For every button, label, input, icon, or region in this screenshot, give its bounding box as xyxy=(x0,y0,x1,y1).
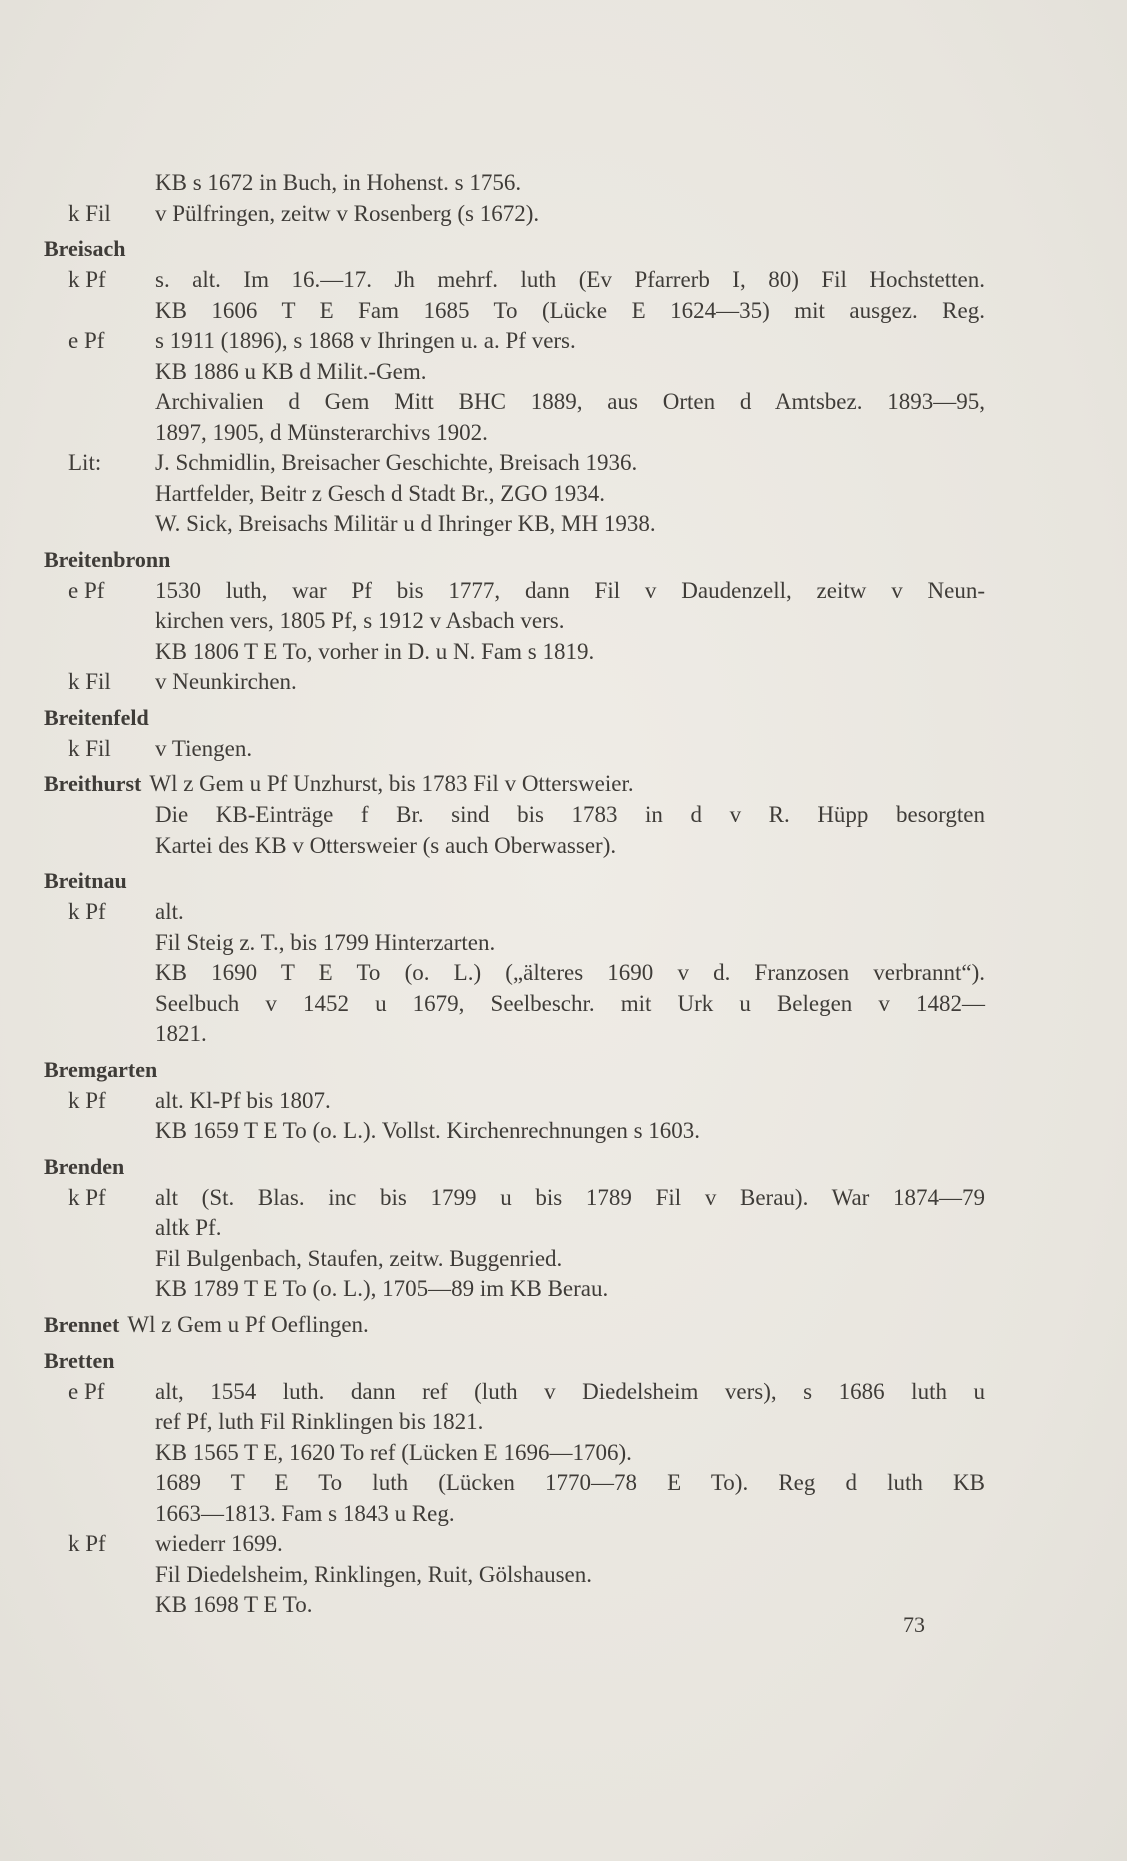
entry-label: k Pf xyxy=(68,1087,106,1113)
entry-line xyxy=(44,1086,944,1117)
entry-label: Lit: xyxy=(68,450,102,475)
entry-text: 1897, 1905, d Münsterarchivs 1902. xyxy=(155,419,488,445)
entry-line xyxy=(44,1468,985,1499)
entry-label: e Pf xyxy=(68,1378,105,1404)
entry-line xyxy=(44,199,944,230)
entry-line xyxy=(44,1438,944,1469)
entry-line xyxy=(44,1244,944,1275)
place-name: Bretten xyxy=(44,1347,115,1373)
entry-label: e Pf xyxy=(68,577,105,603)
entry-line xyxy=(44,1407,944,1438)
entry-line xyxy=(44,576,985,607)
entry-text: ref Pf, luth Fil Rinklingen bis 1821. xyxy=(155,1409,484,1434)
entry-line xyxy=(44,1274,944,1305)
entry-text: KB 1886 u KB d Milit.-Gem. xyxy=(155,358,427,384)
place-name: Breitenfeld xyxy=(44,704,149,730)
entry-line xyxy=(44,479,944,510)
place-name: Bremgarten xyxy=(44,1056,158,1082)
entry-text: alt, 1554 luth. dann ref (luth v Diedelsheim vers), s 1686 luth u xyxy=(155,1378,985,1404)
entry-heading xyxy=(44,1151,944,1183)
entry-line xyxy=(44,1183,985,1214)
entry-line xyxy=(44,1019,944,1050)
entry-text: 1821. xyxy=(155,1021,207,1046)
entry-line xyxy=(44,989,985,1020)
entry-line xyxy=(44,1213,944,1244)
entry-heading xyxy=(44,544,944,576)
place-name: Breithurst xyxy=(44,771,142,796)
place-name: Breitenbronn xyxy=(44,546,171,572)
entry-text: v Pülfringen, zeitw v Rosenberg (s 1672). xyxy=(155,200,540,226)
entry-text: altk Pf. xyxy=(155,1215,222,1240)
place-name: Breisach xyxy=(44,236,126,261)
entry-line xyxy=(44,928,944,959)
page-content xyxy=(44,168,985,1621)
entry-text: Fil Steig z. T., bis 1799 Hinterzarten. xyxy=(155,929,496,955)
entry-heading xyxy=(44,1309,944,1341)
entry-heading xyxy=(44,1054,944,1086)
entry-text: Seelbuch v 1452 u 1679, Seelbeschr. mit Urk u Belegen v 1482— xyxy=(155,990,985,1016)
entry-label: k Pf xyxy=(68,267,106,292)
entry-heading xyxy=(44,1345,944,1377)
entry-text: s 1911 (1896), s 1868 v Ihringen u. a. Pf vers. xyxy=(155,328,576,353)
entry-line xyxy=(44,637,944,668)
entry-line xyxy=(44,1529,944,1560)
entry-text: wiederr 1699. xyxy=(155,1531,283,1556)
entry-text: KB 1789 T E To (o. L.), 1705—89 im KB Berau. xyxy=(155,1276,609,1301)
entry-line xyxy=(44,800,985,831)
entry-text: kirchen vers, 1805 Pf, s 1912 v Asbach vers. xyxy=(155,608,565,633)
entry-text: 1530 luth, war Pf bis 1777, dann Fil v Daudenzell, zeitw v Neun- xyxy=(155,577,985,603)
entry-text: Kartei des KB v Ottersweier (s auch Oberwasser). xyxy=(155,832,617,858)
entry-label: k Fil xyxy=(68,669,111,694)
entry-text: alt (St. Blas. inc bis 1799 u bis 1789 Fil v Berau). War 1874—79 xyxy=(155,1184,985,1210)
entry-text: Die KB-Einträge f Br. sind bis 1783 in d v R. Hüpp besorgten xyxy=(155,802,985,827)
entry-heading xyxy=(44,233,944,265)
entry-text: v Tiengen. xyxy=(155,735,253,761)
entry-label: k Fil xyxy=(68,735,111,761)
entry-text: KB 1698 T E To. xyxy=(155,1592,313,1617)
entry-line xyxy=(44,897,944,928)
entry-text: alt. xyxy=(155,899,184,924)
entry-text: Fil Diedelsheim, Rinklingen, Ruit, Gölshausen. xyxy=(155,1561,592,1587)
entry-label: k Pf xyxy=(68,1184,106,1210)
entry-text: KB s 1672 in Buch, in Hohenst. s 1756. xyxy=(155,170,522,195)
entry-label: k Pf xyxy=(68,1531,106,1556)
entry-line xyxy=(44,606,944,637)
place-name: Brennet xyxy=(44,1311,120,1337)
entry-line xyxy=(44,831,944,862)
entry-label: k Pf xyxy=(68,899,106,924)
entry-line xyxy=(44,326,944,357)
entry-text: KB 1806 T E To, vorher in D. u N. Fam s 1819. xyxy=(155,638,595,664)
entry-text: 1663—1813. Fam s 1843 u Reg. xyxy=(155,1500,455,1526)
entry-line xyxy=(44,1499,944,1530)
entry-line xyxy=(44,387,985,418)
entry-text: KB 1690 T E To (o. L.) („älteres 1690 v d. Franzosen verbrannt“). xyxy=(155,960,985,985)
entry-line xyxy=(44,509,944,540)
entry-line xyxy=(44,1116,944,1147)
entry-text: KB 1659 T E To (o. L.). Vollst. Kirchenrechnungen s 1603. xyxy=(155,1118,701,1143)
entry-text: s. alt. Im 16.—17. Jh mehrf. luth (Ev Pfarrerb I, 80) Fil Hochstetten. xyxy=(155,267,985,292)
entry-text: alt. Kl-Pf bis 1807. xyxy=(155,1087,331,1113)
entry-heading xyxy=(44,702,944,734)
entry-text: 1689 T E To luth (Lücken 1770—78 E To). Reg d luth KB xyxy=(155,1470,985,1495)
entry-line xyxy=(44,418,944,449)
place-name: Breitnau xyxy=(44,868,127,893)
entry-heading xyxy=(44,865,944,897)
entry-line xyxy=(44,958,985,989)
entry-line xyxy=(44,448,944,479)
entry-line xyxy=(44,168,944,199)
entry-line xyxy=(44,1560,944,1591)
page-number: 73 xyxy=(903,1612,925,1637)
entry-text: Archivalien d Gem Mitt BHC 1889, aus Orten d Amtsbez. 1893—95, xyxy=(155,389,985,414)
entry-label: k Fil xyxy=(68,200,111,226)
entry-line xyxy=(44,734,944,765)
entry-text: KB 1606 T E Fam 1685 To (Lücke E 1624—35) mit ausgez. Reg. xyxy=(155,297,985,323)
entry-line xyxy=(44,357,944,388)
entry-text: KB 1565 T E, 1620 To ref (Lücken E 1696—1706). xyxy=(155,1439,632,1465)
heading-inline-text: Wl z Gem u Pf Oeflingen. xyxy=(127,1311,369,1337)
entry-text: Fil Bulgenbach, Staufen, zeitw. Buggenried. xyxy=(155,1245,563,1271)
entry-line xyxy=(44,265,985,296)
entry-text: W. Sick, Breisachs Militär u d Ihringer KB, MH 1938. xyxy=(155,511,656,536)
entry-line xyxy=(44,1377,985,1408)
entry-line xyxy=(44,1590,944,1621)
heading-inline-text: Wl z Gem u Pf Unzhurst, bis 1783 Fil v Ottersweier. xyxy=(149,771,634,796)
entry-text: Hartfelder, Beitr z Gesch d Stadt Br., ZGO 1934. xyxy=(155,480,606,506)
entry-label: e Pf xyxy=(68,328,105,353)
place-name: Brenden xyxy=(44,1153,125,1179)
entry-heading xyxy=(44,768,944,800)
entry-line xyxy=(44,296,985,327)
entry-text: J. Schmidlin, Breisacher Geschichte, Breisach 1936. xyxy=(155,450,638,475)
entry-text: v Neunkirchen. xyxy=(155,669,297,694)
entry-line xyxy=(44,667,944,698)
